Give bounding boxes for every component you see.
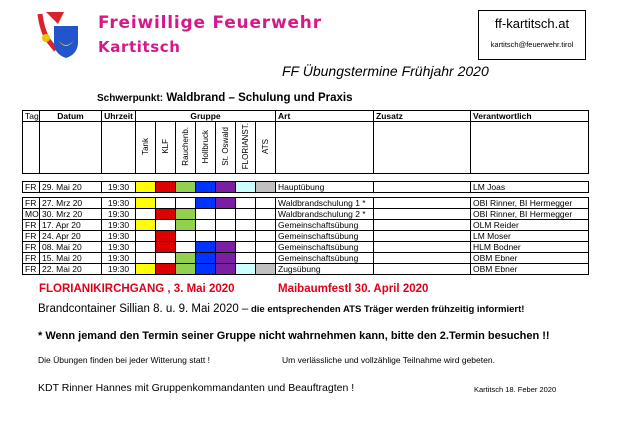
group-cell bbox=[236, 209, 256, 220]
cell-datum: 08. Mai 20 bbox=[40, 242, 102, 253]
col-header-art: Art bbox=[276, 111, 374, 122]
group-cell bbox=[236, 242, 256, 253]
group-cell bbox=[196, 220, 216, 231]
table-row bbox=[23, 220, 589, 231]
cell-art: Zugsübung bbox=[276, 264, 374, 275]
document-title: FF Übungstermine Frühjahr 2020 bbox=[282, 63, 489, 79]
cell-datum: 15. Mai 20 bbox=[40, 253, 102, 264]
cell-datum: 30. Mrz 20 bbox=[40, 209, 102, 220]
cell-verantwortlich: LM Moser bbox=[471, 231, 589, 242]
group-cell bbox=[196, 198, 216, 209]
table-row bbox=[23, 253, 589, 264]
group-cell bbox=[216, 253, 236, 264]
container-detail: die entsprechenden ATS Träger werden frühzeitig informiert! bbox=[248, 304, 525, 315]
table-row bbox=[23, 242, 589, 253]
group-cell bbox=[216, 209, 236, 220]
cell-uhrzeit: 19:30 bbox=[102, 242, 136, 253]
cell-uhrzeit: 19:30 bbox=[102, 264, 136, 275]
cell-zusatz bbox=[374, 242, 471, 253]
col-header-zusatz: Zusatz bbox=[374, 111, 471, 122]
cell-verantwortlich: HLM Bodner bbox=[471, 242, 589, 253]
cell-zusatz bbox=[374, 209, 471, 220]
cell-art: Waldbrandschulung 1 * bbox=[276, 198, 374, 209]
col-header-datum: Datum bbox=[40, 111, 102, 122]
cell-uhrzeit: 19:30 bbox=[102, 220, 136, 231]
cell-datum: 17. Apr 20 bbox=[40, 220, 102, 231]
cell-datum: 29. Mai 20 bbox=[40, 182, 102, 193]
table-row-main bbox=[23, 182, 589, 193]
group-cell bbox=[136, 220, 156, 231]
fire-brigade-crest-icon bbox=[34, 10, 84, 60]
group-header-klf: KLF bbox=[156, 122, 176, 174]
contact-box bbox=[478, 10, 586, 60]
group-cell bbox=[256, 220, 276, 231]
cell-tag: FR bbox=[23, 182, 40, 193]
cell-tag: FR bbox=[23, 231, 40, 242]
group-cell bbox=[156, 264, 176, 275]
group-cell bbox=[136, 253, 156, 264]
group-cell bbox=[176, 182, 196, 193]
cell-datum: 24. Apr 20 bbox=[40, 231, 102, 242]
group-cell bbox=[156, 253, 176, 264]
group-cell bbox=[256, 231, 276, 242]
cell-art: Hauptübung bbox=[276, 182, 374, 193]
group-cell bbox=[196, 209, 216, 220]
group-cell bbox=[196, 264, 216, 275]
weather-note: Die Übungen finden bei jeder Witterung statt ! bbox=[38, 355, 210, 365]
cell-datum: 22. Mai 20 bbox=[40, 264, 102, 275]
group-cell bbox=[236, 198, 256, 209]
schedule-table bbox=[22, 110, 589, 275]
cell-verantwortlich: OBI Rinner, BI Hermegger bbox=[471, 198, 589, 209]
group-cell bbox=[156, 231, 176, 242]
group-cell bbox=[216, 242, 236, 253]
maibaum-note: Maibaumfestl 30. April 2020 bbox=[278, 283, 429, 295]
group-cell bbox=[176, 220, 196, 231]
group-cell bbox=[256, 182, 276, 193]
cell-uhrzeit: 19:30 bbox=[102, 209, 136, 220]
website-link[interactable]: ff-kartitsch.at bbox=[494, 16, 570, 31]
focus-line bbox=[97, 92, 352, 104]
group-header-hollbruck: Hollbruck bbox=[196, 122, 216, 174]
group-cell bbox=[256, 209, 276, 220]
col-header-tag: Tag bbox=[23, 111, 40, 122]
focus-label: Schwerpunkt: bbox=[97, 93, 164, 104]
signoff: KDT Rinner Hannes mit Gruppenkommandanten und Beauftragten ! bbox=[38, 382, 355, 394]
container-note bbox=[38, 303, 524, 315]
group-cell bbox=[176, 253, 196, 264]
group-cell bbox=[136, 182, 156, 193]
table-row bbox=[23, 264, 589, 275]
cell-verantwortlich: OLM Reider bbox=[471, 220, 589, 231]
org-subtitle: Kartitsch bbox=[98, 38, 181, 56]
table-spacer bbox=[23, 174, 589, 182]
group-cell bbox=[216, 198, 236, 209]
cell-zusatz bbox=[374, 253, 471, 264]
cell-zusatz bbox=[374, 220, 471, 231]
participation-note: Um verlässliche und vollzählige Teilnahme wird gebeten. bbox=[282, 355, 495, 365]
cell-uhrzeit: 19:30 bbox=[102, 198, 136, 209]
cell-tag: FR bbox=[23, 253, 40, 264]
email-link[interactable]: kartitsch@feuerwehr.tirol bbox=[490, 40, 574, 49]
group-cell bbox=[156, 220, 176, 231]
group-cell bbox=[256, 264, 276, 275]
cell-verantwortlich: OBI Rinner, BI Hermegger bbox=[471, 209, 589, 220]
cell-uhrzeit: 19:30 bbox=[102, 253, 136, 264]
cell-art: Gemeinschaftsübung bbox=[276, 242, 374, 253]
cell-zusatz bbox=[374, 198, 471, 209]
group-header-row bbox=[23, 122, 589, 174]
cell-datum: 27. Mrz 20 bbox=[40, 198, 102, 209]
group-cell bbox=[176, 209, 196, 220]
cell-art: Gemeinschaftsübung bbox=[276, 220, 374, 231]
group-cell bbox=[196, 231, 216, 242]
group-cell bbox=[176, 198, 196, 209]
date-place: Kartitsch 18. Feber 2020 bbox=[474, 385, 557, 394]
group-cell bbox=[156, 242, 176, 253]
group-header-ats: ATS bbox=[256, 122, 276, 174]
table-row bbox=[23, 198, 589, 209]
group-cell bbox=[196, 182, 216, 193]
group-header-florianst: FLORIANST. bbox=[236, 122, 256, 174]
cell-zusatz bbox=[374, 182, 471, 193]
group-cell bbox=[216, 264, 236, 275]
col-header-gruppe: Gruppe bbox=[136, 111, 276, 122]
table-row bbox=[23, 209, 589, 220]
cell-tag: FR bbox=[23, 264, 40, 275]
container-main: Brandcontainer Sillian 8. u. 9. Mai 2020 – bbox=[38, 303, 249, 315]
group-cell bbox=[216, 182, 236, 193]
group-cell bbox=[256, 242, 276, 253]
group-cell bbox=[136, 209, 156, 220]
group-header-tank: Tank bbox=[136, 122, 156, 174]
group-cell bbox=[236, 220, 256, 231]
cell-art: Waldbrandschulung 2 * bbox=[276, 209, 374, 220]
group-cell bbox=[136, 242, 156, 253]
col-header-uhrzeit: Uhrzeit bbox=[102, 111, 136, 122]
group-cell bbox=[196, 253, 216, 264]
group-cell bbox=[236, 182, 256, 193]
group-cell bbox=[156, 209, 176, 220]
termin-note: * Wenn jemand den Termin seiner Gruppe nicht wahrnehmen kann, bitte den 2.Termin besuchen !! bbox=[38, 330, 550, 342]
group-cell bbox=[236, 231, 256, 242]
cell-tag: FR bbox=[23, 198, 40, 209]
table-header-row bbox=[23, 111, 589, 122]
cell-zusatz bbox=[374, 264, 471, 275]
org-title: Freiwillige Feuerwehr bbox=[98, 13, 322, 33]
kirchgang-note: FLORIANIKIRCHGANG , 3. Mai 2020 bbox=[39, 283, 235, 295]
group-cell bbox=[256, 253, 276, 264]
group-cell bbox=[176, 242, 196, 253]
col-header-verantwortlich: Verantwortlich bbox=[471, 111, 589, 122]
group-cell bbox=[176, 231, 196, 242]
group-cell bbox=[256, 198, 276, 209]
cell-verantwortlich: LM Joas bbox=[471, 182, 589, 193]
focus-value: Waldbrand – Schulung und Praxis bbox=[163, 92, 353, 104]
group-cell bbox=[136, 198, 156, 209]
cell-tag: FR bbox=[23, 220, 40, 231]
cell-uhrzeit: 19:30 bbox=[102, 231, 136, 242]
group-cell bbox=[136, 264, 156, 275]
cell-tag: FR bbox=[23, 242, 40, 253]
cell-uhrzeit: 19:30 bbox=[102, 182, 136, 193]
cell-art: Gemeinschaftsübung bbox=[276, 253, 374, 264]
group-cell bbox=[176, 264, 196, 275]
cell-art: Gemeinschaftsübung bbox=[276, 231, 374, 242]
group-cell bbox=[196, 242, 216, 253]
cell-verantwortlich: OBM Ebner bbox=[471, 253, 589, 264]
table-row bbox=[23, 231, 589, 242]
group-cell bbox=[236, 253, 256, 264]
cell-tag: MO bbox=[23, 209, 40, 220]
group-cell bbox=[156, 198, 176, 209]
group-cell bbox=[216, 220, 236, 231]
group-cell bbox=[156, 182, 176, 193]
cell-zusatz bbox=[374, 231, 471, 242]
group-header-st-oswald: St. Oswald bbox=[216, 122, 236, 174]
group-cell bbox=[236, 264, 256, 275]
group-cell bbox=[216, 231, 236, 242]
group-cell bbox=[136, 231, 156, 242]
group-header-rauchenb: Rauchenb. bbox=[176, 122, 196, 174]
cell-verantwortlich: OBM Ebner bbox=[471, 264, 589, 275]
